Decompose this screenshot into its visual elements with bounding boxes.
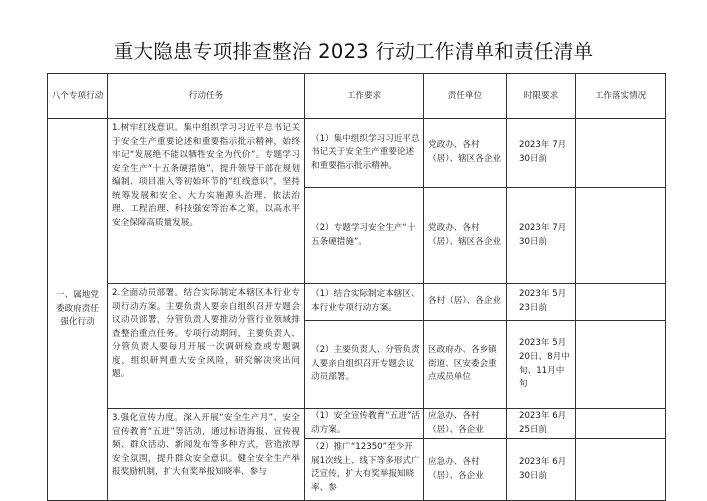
unit-cell: 党政办、各村（居）、辖区各企业	[424, 119, 507, 188]
unit-cell: 应急办、各村（居）、各企业	[424, 439, 507, 501]
header-row	[48, 74, 666, 119]
header-requirements: 工作要求	[305, 74, 424, 119]
implementation-cell	[576, 119, 666, 188]
requirement-cell: （2）主要负责人、分管负责人要亲自组织召开专题会议动员部署。	[305, 321, 424, 409]
table-row	[48, 409, 666, 439]
header-deadline: 时限要求	[507, 74, 576, 119]
deadline-cell: 2023年 6月30日前	[507, 439, 576, 501]
header-tasks: 行动任务	[108, 74, 305, 119]
requirement-cell: （1）集中组织学习习近平总书记关于安全生产重要论述和重要指示批示精神。	[305, 119, 424, 188]
unit-cell: 应急办、各村（居）、各企业	[424, 409, 507, 439]
task-cell: 1.树牢红线意识。集中组织学习习近平总书记关于安全生产重要论述和重要指示批示精神，始终牢记“发展绝不能以牺牲安全为代价”。专题学习安全生产“十五条硬措施”，提升领导干部在规划编制、项目准入等初始环节的“红线意识”，坚持统筹发展和安全、大力实施源头治理、依法治理、工程治理、科技强安等治本之策，以高水平安全保障高质量发展。	[108, 119, 305, 284]
unit-cell: 党政办、各村（居）、辖区各企业	[424, 188, 507, 284]
requirement-cell: （2）专题学习安全生产“十五条硬措施”。	[305, 188, 424, 284]
deadline-cell: 2023年 7月30日前	[507, 119, 576, 188]
implementation-cell	[576, 321, 666, 409]
implementation-cell	[576, 188, 666, 284]
header-unit: 责任单位	[424, 74, 507, 119]
implementation-cell	[576, 439, 666, 501]
header-category: 八个专项行动	[48, 74, 108, 119]
deadline-cell: 2023年 6月25日前	[507, 409, 576, 439]
table-row	[48, 284, 666, 321]
category-cell: 一、属地党委政府责任强化行动	[48, 119, 108, 501]
unit-cell: 各村（居）、各企业	[424, 284, 507, 321]
requirement-cell: （2）推广“12350”至少开展1次线上、线下等多形式广泛宣传，扩大有奖举报知晓率、参	[305, 439, 424, 501]
document-title: 重大隐患专项排查整治 2023 行动工作清单和责任清单	[113, 40, 594, 63]
table-row	[48, 119, 666, 188]
header-implementation: 工作落实情况	[576, 74, 666, 119]
deadline-cell: 2023年 5月23日前	[507, 284, 576, 321]
task-cell: 2.全面动员部署。结合实际制定本辖区本行业专项行动方案。主要负责人要亲自组织召开专题会议动员部署，分管负责人要推动分管行业领域排查整治重点任务。专项行动期间，主要负责人、分管负责人要每月开展一次调研检查或专题调度，组织研判重大安全风险，研究解决突出问题。	[108, 284, 305, 409]
unit-cell: 区政府办、各乡镇街道、区安委会重点成员单位	[424, 321, 507, 409]
responsibility-table	[47, 73, 666, 501]
deadline-cell: 2023年 7月30日前	[507, 188, 576, 284]
deadline-cell: 2023年 5月 20日、8月中旬、11月中旬	[507, 321, 576, 409]
requirement-cell: （1）结合实际制定本辖区、本行业专项行动方案。	[305, 284, 424, 321]
task-cell: 3.强化宣传力度。深入开展“安全生产月”、安全宣传教育“五进”等活动，通过标语海报、宣传视频、群众活动、新闻发布等多种方式，营造浓厚安全氛围，提升群众安全意识。健全安全生产举报奖励机制，扩大有奖举报知晓率、参与	[108, 409, 305, 501]
implementation-cell	[576, 284, 666, 321]
requirement-cell: （1）安全宣传教育“五进”活动方案。	[305, 409, 424, 439]
implementation-cell	[576, 409, 666, 439]
